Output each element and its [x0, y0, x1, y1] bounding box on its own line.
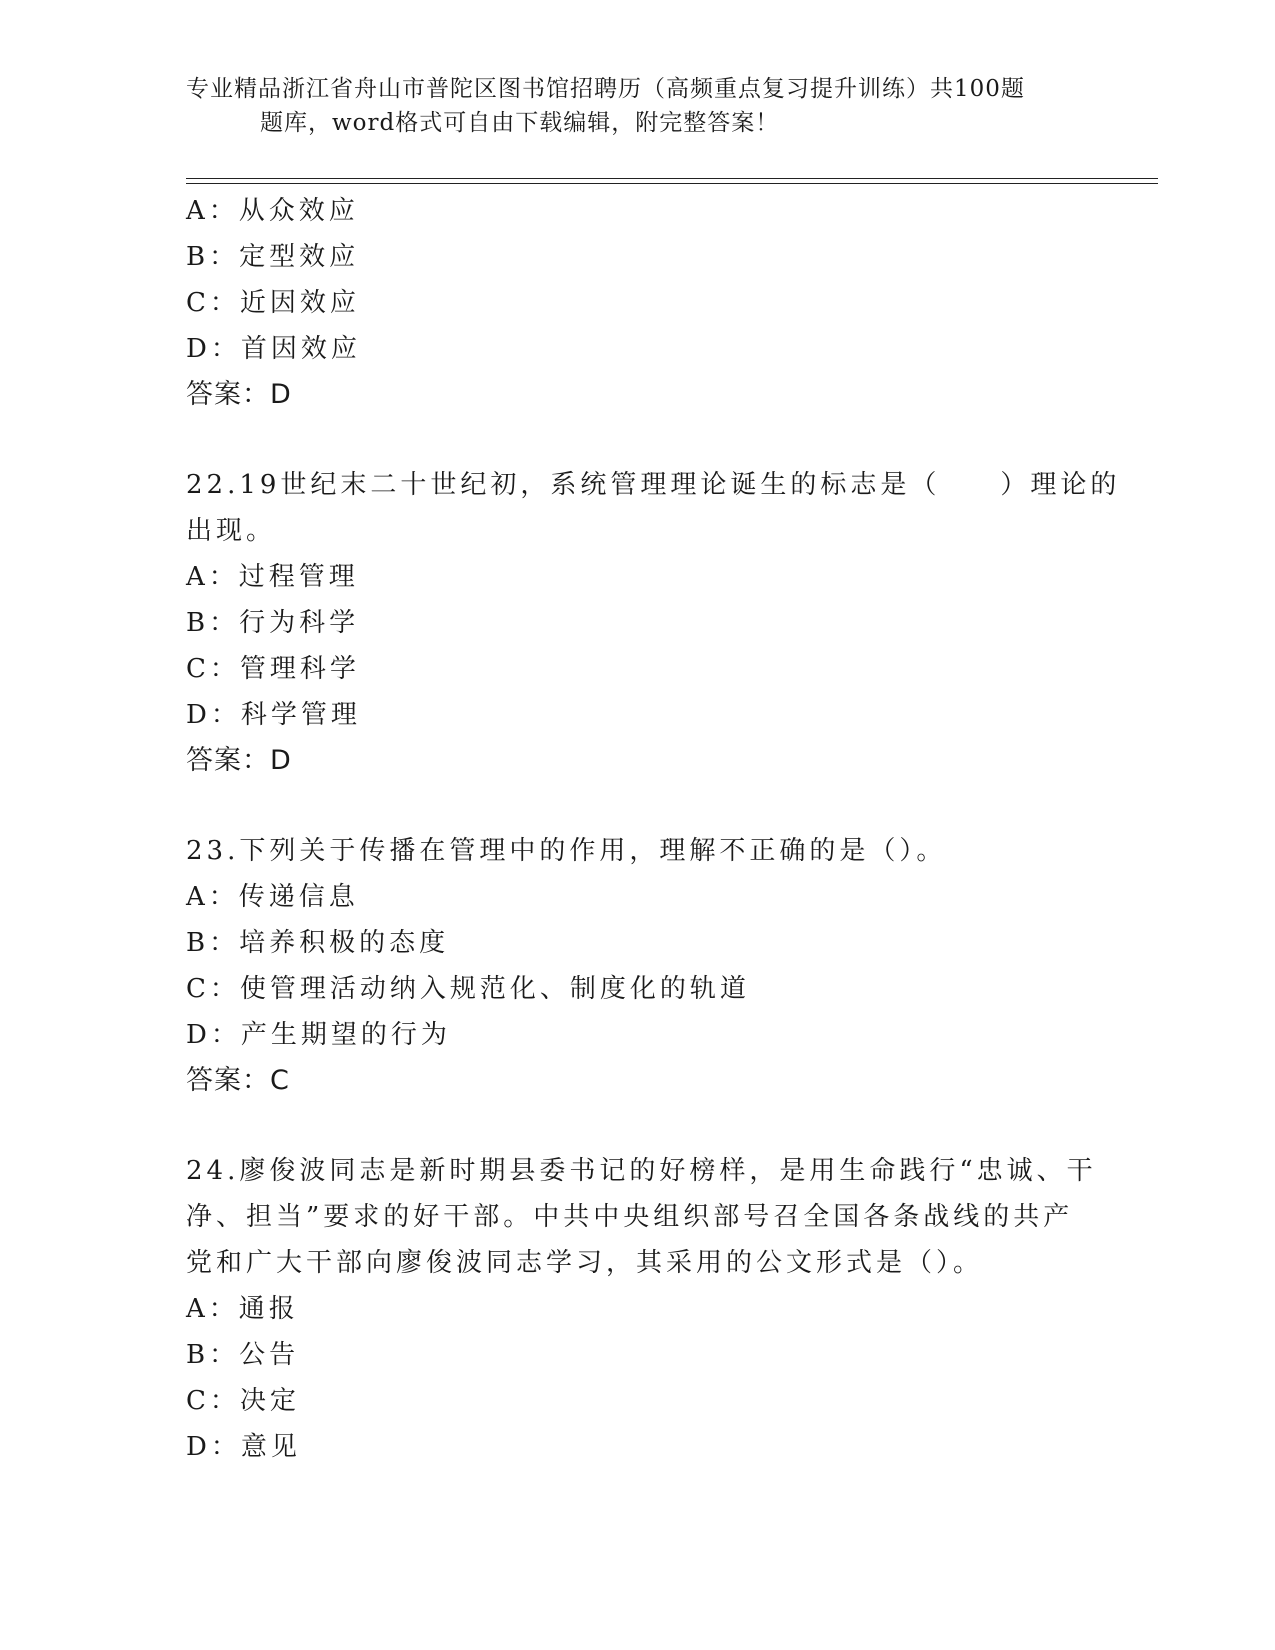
q22-stem — [186, 462, 1121, 554]
q24-option-c: C：决定 — [186, 1386, 300, 1416]
q24-option-d: D：意见 — [186, 1432, 301, 1462]
question-24-block — [186, 1148, 1097, 1470]
q23-option-d: D：产生期望的行为 — [186, 1020, 451, 1050]
header-title-line-2: 题库，word格式可自由下载编辑，附完整答案！ — [260, 110, 780, 136]
header-divider-top — [186, 178, 1158, 179]
q23-option-b: B：培养积极的态度 — [186, 928, 450, 958]
q24-option-a: A：通报 — [186, 1294, 299, 1324]
q22-answer: 答案：D — [186, 745, 292, 776]
question-21-block — [186, 188, 1086, 418]
q22-option-b: B：行为科学 — [186, 608, 360, 638]
question-22-block — [186, 462, 1121, 784]
q22-option-c: C：管理科学 — [186, 654, 360, 684]
q24-stem-line-3: 党和广大干部向廖俊波同志学习，其采用的公文形式是（）。 — [186, 1248, 984, 1278]
header-title-line-1: 专业精品浙江省舟山市普陀区图书馆招聘历（高频重点复习提升训练）共100题 — [186, 76, 1025, 102]
q23-option-a: A：传递信息 — [186, 882, 359, 912]
q21-option-d: D：首因效应 — [186, 334, 361, 364]
document-header — [186, 72, 1086, 140]
q21-option-b: B：定型效应 — [186, 242, 360, 272]
q22-stem-line-2: 出现。 — [186, 516, 277, 546]
q23-option-c: C：使管理活动纳入规范化、制度化的轨道 — [186, 974, 750, 1004]
question-23-block — [186, 828, 1086, 1104]
q23-stem — [186, 828, 1086, 874]
q23-answer: 答案：C — [186, 1065, 290, 1096]
q24-option-b: B：公告 — [186, 1340, 300, 1370]
q24-stem-line-2: 净、担当”要求的好干部。中共中央组织部号召全国各条战线的共产 — [186, 1202, 1074, 1232]
q21-option-c: C：近因效应 — [186, 288, 360, 318]
q21-option-a: A：从众效应 — [186, 196, 359, 226]
q22-option-a: A：过程管理 — [186, 562, 359, 592]
q24-stem — [186, 1148, 1097, 1286]
q22-stem-line-1: 22.19世纪末二十世纪初，系统管理理论诞生的标志是（ ）理论的 — [186, 470, 1121, 500]
q22-option-d: D：科学管理 — [186, 700, 361, 730]
question-content — [186, 188, 1121, 1470]
q23-stem-line-1: 23.下列关于传播在管理中的作用，理解不正确的是（）。 — [186, 836, 947, 866]
header-divider-bottom — [186, 183, 1158, 184]
q24-stem-line-1: 24.廖俊波同志是新时期县委书记的好榜样，是用生命践行“忠诚、干 — [186, 1156, 1097, 1186]
q21-answer: 答案：D — [186, 379, 292, 410]
